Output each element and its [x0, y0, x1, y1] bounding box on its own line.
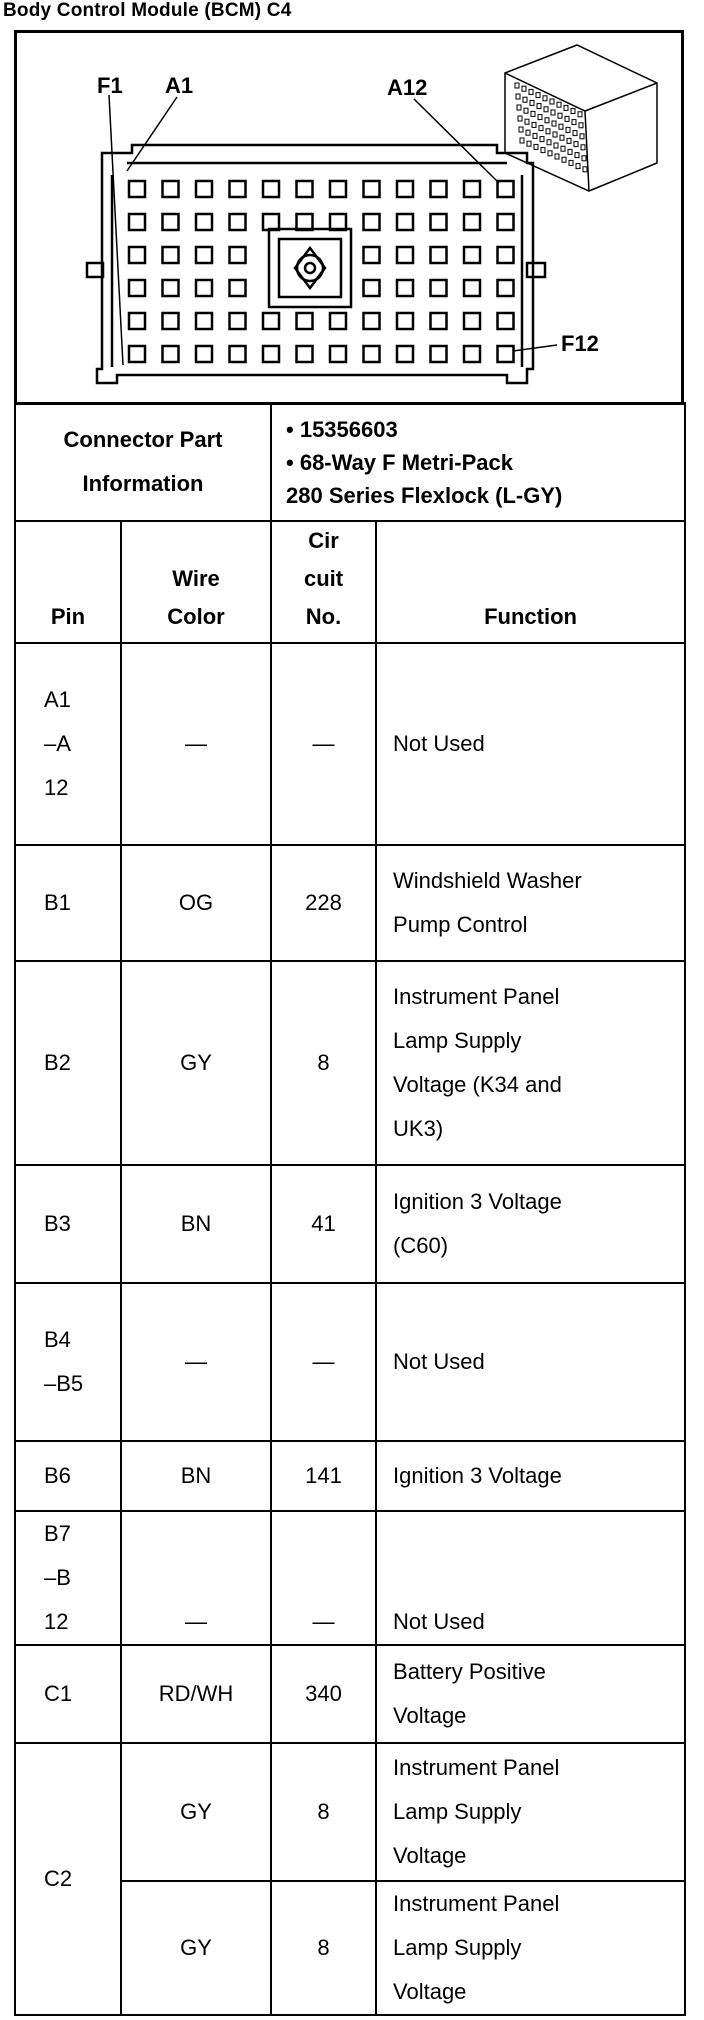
cavity	[498, 313, 514, 329]
pin-cell	[15, 1645, 121, 1743]
connector-face-drawing	[17, 33, 681, 402]
iso-cavity	[531, 111, 535, 116]
iso-cavity	[572, 120, 576, 125]
pin-text: B1	[44, 890, 71, 915]
pin-text: B4	[44, 1327, 71, 1352]
pin-cell	[15, 1511, 121, 1645]
pin-text: 12	[44, 775, 69, 800]
pin-cell	[15, 643, 121, 845]
cavity	[364, 181, 380, 197]
iso-cavity	[526, 130, 530, 135]
cavity	[498, 346, 514, 362]
iso-cavity	[541, 148, 545, 153]
iso-cavity	[554, 143, 558, 148]
header-row	[15, 521, 685, 643]
pin-text: B3	[44, 1211, 71, 1236]
function-text: Lamp Supply	[393, 1028, 522, 1053]
cavity	[498, 247, 514, 263]
function-text: Windshield Washer	[393, 868, 582, 893]
cavity	[129, 346, 145, 362]
header-text: Cir	[308, 528, 339, 553]
iso-cavity	[519, 127, 523, 132]
cavity	[230, 181, 246, 197]
cavity	[129, 181, 145, 197]
iso-cavity	[543, 96, 547, 101]
iso-cavity	[551, 110, 555, 115]
label-a1: A1	[165, 73, 194, 98]
iso-cavity	[564, 105, 568, 110]
function-text: Not Used	[393, 1349, 485, 1374]
iso-cavity	[562, 157, 566, 162]
iso-cavity	[520, 138, 524, 143]
function-text: Battery Positive	[393, 1659, 546, 1684]
cavity	[163, 280, 179, 296]
function-text: Lamp Supply	[393, 1935, 522, 1960]
connector-info-row	[15, 403, 685, 521]
cavity	[364, 247, 380, 263]
iso-cavity	[566, 127, 570, 132]
pin-text: –B	[44, 1565, 71, 1590]
function-cell	[376, 1743, 685, 1881]
connector-diagram	[14, 30, 684, 405]
cavity	[129, 313, 145, 329]
function-cell	[376, 643, 685, 845]
cavity	[163, 181, 179, 197]
iso-cavity	[573, 131, 577, 136]
cavity	[464, 247, 480, 263]
wire-color-cell: GY	[121, 1743, 271, 1881]
label-f12: F12	[561, 331, 599, 356]
cavity	[364, 280, 380, 296]
header-text: No.	[305, 604, 342, 629]
header-text: Pin	[50, 604, 86, 629]
cavity	[498, 214, 514, 230]
function-cell	[376, 961, 685, 1165]
table-row	[15, 1165, 685, 1283]
cavity	[297, 313, 313, 329]
iso-cavity	[569, 160, 573, 165]
cavity	[397, 214, 413, 230]
iso-cavity	[524, 108, 528, 113]
iso-cavity	[565, 116, 569, 121]
cavity	[196, 181, 212, 197]
iso-cavity	[539, 126, 543, 131]
iso-cavity	[515, 83, 519, 88]
pin-text: 12	[44, 1609, 69, 1634]
iso-cavity	[536, 93, 540, 98]
iso-cavity	[538, 115, 542, 120]
header-text: cuit	[303, 566, 344, 591]
function-text: Pump Control	[393, 912, 528, 937]
function-text: Instrument Panel	[393, 984, 560, 1009]
function-text: Voltage	[393, 1979, 467, 2004]
cavity	[397, 280, 413, 296]
cavity	[163, 247, 179, 263]
iso-cavity	[550, 99, 554, 104]
cavity	[431, 313, 447, 329]
cavity	[129, 214, 145, 230]
cavity	[297, 181, 313, 197]
iso-cavity	[525, 119, 529, 124]
pin-text: A1	[44, 687, 71, 712]
circuit-cell: —	[271, 643, 376, 845]
iso-cavity	[530, 100, 534, 105]
cavity	[364, 346, 380, 362]
wire-color-cell: —	[121, 1511, 271, 1645]
function-text: Not Used	[393, 1609, 485, 1634]
connector-info	[271, 403, 685, 521]
iso-cavity	[516, 94, 520, 99]
table-row	[15, 1743, 685, 1881]
function-cell	[376, 1441, 685, 1511]
iso-cavity	[557, 102, 561, 107]
circuit-cell: 141	[271, 1441, 376, 1511]
cavity	[464, 214, 480, 230]
wire-color-cell: —	[121, 643, 271, 845]
iso-cavity	[523, 97, 527, 102]
cavity	[263, 181, 279, 197]
function-cell	[376, 1511, 685, 1645]
header-text: Function	[484, 604, 577, 629]
function-text: Lamp Supply	[393, 1799, 522, 1824]
iso-cavity	[553, 132, 557, 137]
wire-color-cell: RD/WH	[121, 1645, 271, 1743]
function-cell	[376, 845, 685, 961]
cavity	[464, 313, 480, 329]
iso-cavity	[567, 138, 571, 143]
function-text: (C60)	[393, 1233, 449, 1258]
table-row	[15, 1511, 685, 1645]
function-cell	[376, 1283, 685, 1441]
header-circuit	[271, 521, 376, 643]
cavity	[230, 280, 246, 296]
iso-cavity	[546, 129, 550, 134]
iso-cavity	[527, 141, 531, 146]
cavity	[330, 313, 346, 329]
function-cell	[376, 1645, 685, 1743]
table-row	[15, 1283, 685, 1441]
pin-text: C2	[44, 1866, 73, 1891]
cavity	[498, 280, 514, 296]
circuit-cell: 41	[271, 1165, 376, 1283]
circuit-cell: 8	[271, 1743, 376, 1881]
iso-cavity	[578, 112, 582, 117]
function-cell	[376, 1165, 685, 1283]
iso-cavity	[544, 107, 548, 112]
wire-color-cell: GY	[121, 1881, 271, 2015]
iso-cavity	[559, 124, 563, 129]
pin-cell	[15, 1441, 121, 1511]
cavity	[129, 247, 145, 263]
wire-color-cell: BN	[121, 1165, 271, 1283]
cavity	[263, 313, 279, 329]
cavity	[196, 214, 212, 230]
cavity	[163, 346, 179, 362]
table-row	[15, 1645, 685, 1743]
circuit-cell: —	[271, 1511, 376, 1645]
cavity	[330, 181, 346, 197]
header-function	[376, 521, 685, 643]
wire-color-cell: —	[121, 1283, 271, 1441]
cavity	[364, 313, 380, 329]
function-text: Ignition 3 Voltage	[393, 1189, 562, 1214]
connector-info-line: • 15356603	[286, 416, 398, 442]
page-title: Body Control Module (BCM) C4	[3, 0, 292, 21]
function-text: Not Used	[393, 731, 485, 756]
pin-text: B6	[44, 1463, 71, 1488]
iso-cavity	[568, 149, 572, 154]
wire-color-cell: BN	[121, 1441, 271, 1511]
pinout-table	[14, 402, 686, 2016]
connector-info-line: • 68-Way F Metri-Pack	[286, 449, 513, 475]
label-a12: A12	[387, 75, 428, 100]
circuit-cell: 340	[271, 1645, 376, 1743]
pin-cell	[15, 1743, 121, 2015]
connector-label-line: Connector Part	[63, 427, 223, 452]
cavity	[431, 280, 447, 296]
iso-cavity	[561, 146, 565, 151]
iso-cavity	[529, 89, 533, 94]
cavity	[163, 214, 179, 230]
cavity	[196, 313, 212, 329]
cavity	[163, 313, 179, 329]
header-text: Wire	[172, 566, 220, 591]
iso-cavity	[574, 142, 578, 147]
function-text: UK3)	[393, 1116, 444, 1141]
cavity	[129, 280, 145, 296]
pin-text: –B5	[44, 1371, 84, 1396]
pin-text: B7	[44, 1521, 71, 1546]
table-row	[15, 643, 685, 845]
cavity	[364, 214, 380, 230]
cavity	[230, 346, 246, 362]
iso-cavity	[532, 122, 536, 127]
iso-cavity	[552, 121, 556, 126]
connector-iso-icon	[505, 45, 657, 191]
iso-cavity	[534, 144, 538, 149]
iso-cavity	[575, 153, 579, 158]
iso-cavity	[518, 116, 522, 121]
circuit-cell: —	[271, 1283, 376, 1441]
label-f1: F1	[97, 73, 123, 98]
table-row	[15, 1441, 685, 1511]
function-text: Voltage	[393, 1703, 467, 1728]
pin-cell	[15, 1165, 121, 1283]
cavity	[431, 346, 447, 362]
iso-cavity	[540, 137, 544, 142]
iso-cavity	[537, 104, 541, 109]
iso-cavity	[548, 151, 552, 156]
header-text: Color	[167, 604, 225, 629]
wire-color-cell: OG	[121, 845, 271, 961]
cavity	[431, 247, 447, 263]
cavity	[431, 181, 447, 197]
iso-cavity	[580, 134, 584, 139]
table-row	[15, 961, 685, 1165]
cavity	[464, 280, 480, 296]
function-text: Ignition 3 Voltage	[393, 1463, 562, 1488]
circuit-cell: 228	[271, 845, 376, 961]
connector-label-line: Information	[82, 471, 204, 496]
iso-cavity	[579, 123, 583, 128]
cavity	[330, 214, 346, 230]
iso-cavity	[582, 156, 586, 161]
pin-text: C1	[44, 1681, 73, 1706]
pin-cell	[15, 961, 121, 1165]
cavity	[397, 346, 413, 362]
iso-cavity	[583, 167, 587, 172]
cavity	[230, 313, 246, 329]
function-text: Voltage	[393, 1843, 467, 1868]
pin-text: –A	[44, 731, 71, 756]
header-wire-color	[121, 521, 271, 643]
iso-cavity	[522, 86, 526, 91]
table-row	[15, 845, 685, 961]
wire-color-cell: GY	[121, 961, 271, 1165]
iso-cavity	[581, 145, 585, 150]
header-pin	[15, 521, 121, 643]
function-text: Instrument Panel	[393, 1755, 560, 1780]
iso-cavity	[517, 105, 521, 110]
circuit-cell: 8	[271, 1881, 376, 2015]
connector-info-line: 280 Series Flexlock (L-GY)	[286, 482, 563, 508]
cavity	[464, 346, 480, 362]
iso-cavity	[545, 118, 549, 123]
cavity	[498, 181, 514, 197]
function-text: Instrument Panel	[393, 1891, 560, 1916]
iso-cavity	[560, 135, 564, 140]
cavity	[297, 346, 313, 362]
iso-cavity	[533, 133, 537, 138]
cavity	[196, 280, 212, 296]
circuit-cell: 8	[271, 961, 376, 1165]
cavity	[397, 181, 413, 197]
iso-cavity	[558, 113, 562, 118]
cavity	[397, 247, 413, 263]
function-text: Voltage (K34 and	[393, 1072, 562, 1097]
connector-label	[15, 403, 271, 521]
pin-cell	[15, 1283, 121, 1441]
cavity	[263, 214, 279, 230]
cavity	[196, 346, 212, 362]
iso-cavity	[571, 109, 575, 114]
cavity	[263, 346, 279, 362]
cavity	[464, 181, 480, 197]
function-cell	[376, 1881, 685, 2015]
cavity	[397, 313, 413, 329]
cavity	[431, 214, 447, 230]
iso-cavity	[555, 154, 559, 159]
cavity	[196, 247, 212, 263]
pin-text: B2	[44, 1050, 71, 1075]
iso-cavity	[576, 164, 580, 169]
cavity	[230, 214, 246, 230]
cavity	[230, 247, 246, 263]
pin-cell	[15, 845, 121, 961]
cavity	[297, 214, 313, 230]
cavity	[330, 346, 346, 362]
iso-cavity	[547, 140, 551, 145]
